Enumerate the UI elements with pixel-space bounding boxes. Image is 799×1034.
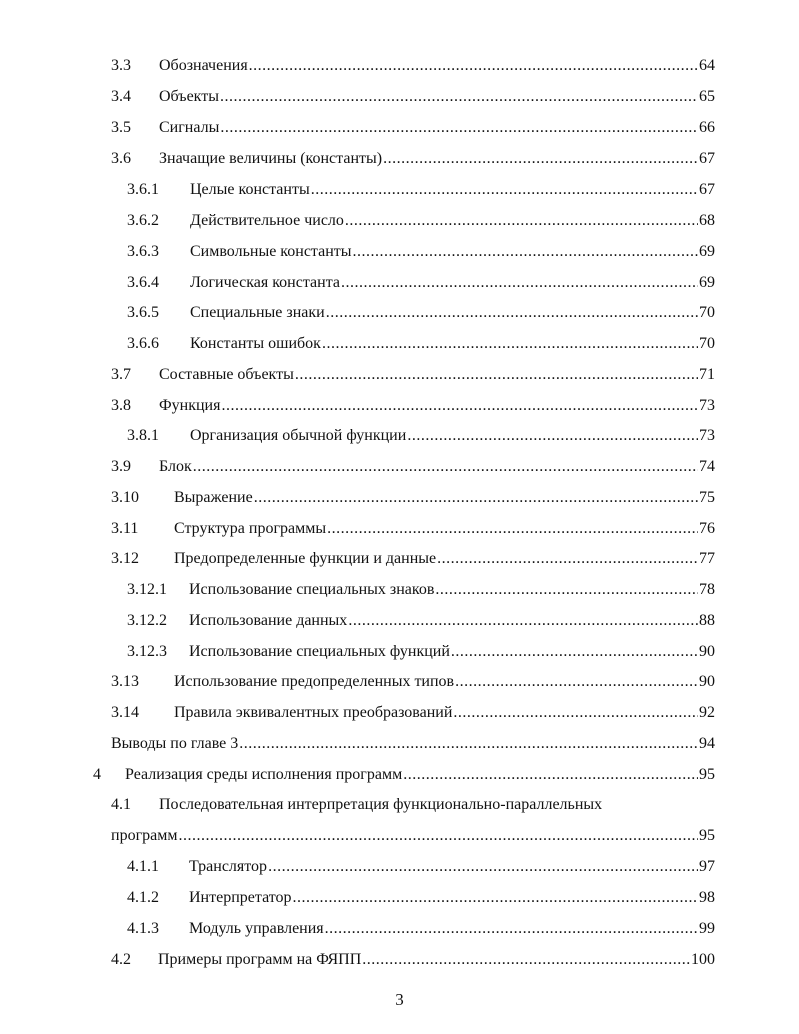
dot-leader (341, 273, 698, 293)
toc-entry-number: 3.5 (111, 119, 131, 136)
toc-entry-number: 3.6.4 (127, 274, 159, 291)
dot-leader (453, 703, 698, 723)
toc-entry (127, 203, 715, 231)
toc-entry-title: Структура программы (174, 520, 327, 537)
toc-entry (127, 418, 715, 446)
toc-entry-page: 88 (699, 612, 715, 629)
dot-leader (268, 857, 698, 877)
toc-entry (127, 880, 715, 908)
toc-entry-number: 3.12.2 (127, 612, 167, 629)
toc-entry-number: 3.11 (111, 520, 139, 537)
dot-leader (221, 396, 698, 416)
toc-entry-page: 69 (699, 243, 715, 260)
toc-entry-number: 3.3 (111, 57, 131, 74)
dot-leader (345, 211, 698, 231)
dot-leader (327, 519, 698, 539)
dot-leader (178, 826, 698, 846)
toc-entry (111, 726, 715, 754)
toc-entry-title: Логическая константа (190, 274, 340, 291)
dot-leader (239, 734, 698, 754)
toc-entry-title: Значащие величины (константы) (159, 150, 383, 167)
toc-entry-number: 3.6.3 (127, 243, 159, 260)
toc-entry-number: 3.9 (111, 458, 131, 475)
toc-entry-page: 92 (699, 704, 715, 721)
toc-entry-page: 90 (699, 673, 715, 690)
toc-entry (93, 757, 715, 785)
toc-entry (111, 695, 715, 723)
toc-entry-title: Специальные знаки (190, 304, 325, 321)
toc-entry-title: Функция (159, 397, 221, 414)
dot-leader (348, 611, 698, 631)
toc-entry-title: Транслятор (189, 858, 268, 875)
toc-entry-title: Целые константы (190, 181, 310, 198)
toc-entry (111, 357, 715, 385)
toc-entry-page: 73 (699, 427, 715, 444)
toc-entry (127, 603, 715, 631)
toc-entry-number: 3.6.2 (127, 212, 159, 229)
toc-entry-number: 3.6.1 (127, 181, 159, 198)
toc-entry (127, 295, 715, 323)
toc-entry (111, 388, 715, 416)
dot-leader (293, 888, 698, 908)
dot-leader (383, 149, 698, 169)
toc-entry-title: Объекты (159, 88, 219, 105)
dot-leader (407, 426, 698, 446)
toc-entry-page: 95 (699, 827, 715, 844)
toc-entry-page: 78 (699, 581, 715, 598)
toc-entry-page: 67 (699, 150, 715, 167)
toc-entry (127, 849, 715, 877)
dot-leader (403, 765, 698, 785)
toc-entry-page: 71 (699, 366, 715, 383)
toc-entry-page: 77 (699, 550, 715, 567)
toc-entry-number: 3.12 (111, 550, 139, 567)
dot-leader (437, 549, 698, 569)
toc-entry-title: Использование специальных знаков (189, 581, 435, 598)
dot-leader (362, 950, 690, 970)
toc-entry (111, 110, 715, 138)
dot-leader (451, 642, 698, 662)
toc-entry-number: 3.6 (111, 150, 131, 167)
toc-entry-title: Константы ошибок (190, 335, 321, 352)
toc-entry-number: 3.10 (111, 489, 139, 506)
toc-entry-title: Последовательная интерпретация функционально-параллельных (159, 796, 603, 813)
toc-entry-title: Предопределенные функции и данные (174, 550, 437, 567)
toc-entry-page: 67 (699, 181, 715, 198)
toc-entry-number: 3.4 (111, 88, 131, 105)
toc-entry-title: Сигналы (159, 119, 220, 136)
toc-entry-page: 90 (699, 643, 715, 660)
toc-entry-page: 73 (699, 397, 715, 414)
dot-leader (353, 242, 698, 262)
toc-entry (127, 265, 715, 293)
toc-entry (127, 911, 715, 939)
toc-entry-page: 64 (699, 57, 715, 74)
toc-entry-page: 74 (699, 458, 715, 475)
toc-entry-title: Обозначения (159, 57, 248, 74)
toc-entry-title: Реализация среды исполнения программ (125, 766, 403, 783)
toc-entry (127, 172, 715, 200)
dot-leader (249, 56, 698, 76)
dot-leader (220, 87, 698, 107)
toc-entry-number: 3.14 (111, 704, 139, 721)
toc-entry (111, 141, 715, 169)
page-number: 3 (395, 990, 404, 1009)
toc-entry-title: Составные объекты (159, 366, 294, 383)
toc-entry-number: 3.13 (111, 673, 139, 690)
toc-entry (111, 79, 715, 107)
toc-entry (111, 449, 715, 477)
toc-entry (127, 634, 715, 662)
toc-entry-wrapped (111, 795, 602, 815)
toc-entry-page: 68 (699, 212, 715, 229)
toc-entry-number: 4.1 (111, 796, 131, 813)
toc-entry-title: Примеры программ на ФЯПП (158, 951, 362, 968)
toc-entry-page: 76 (699, 520, 715, 537)
toc-entry-page: 98 (699, 889, 715, 906)
toc-entry (111, 48, 715, 76)
toc-entry-number: 3.12.1 (127, 581, 167, 598)
toc-entry-page: 69 (699, 274, 715, 291)
toc-entry-page: 95 (699, 766, 715, 783)
toc-entry-title: Использование предопределенных типов (174, 673, 455, 690)
toc-entry-title: Выражение (174, 489, 253, 506)
dot-leader (311, 180, 698, 200)
toc-entry-number: 3.6.5 (127, 304, 159, 321)
toc-entry-number: 4.1.1 (127, 858, 159, 875)
toc-entry-page: 99 (699, 920, 715, 937)
toc-entry-number: 3.8.1 (127, 427, 159, 444)
toc-entry-number: 4 (93, 766, 101, 783)
toc-entry-page: 70 (699, 335, 715, 352)
toc-entry-title: Организация обычной функции (190, 427, 407, 444)
toc-entry-page: 94 (699, 735, 715, 752)
toc-entry (111, 541, 715, 569)
toc-entry-title: Выводы по главе 3 (111, 735, 239, 752)
toc-entry-title: Правила эквивалентных преобразований (174, 704, 453, 721)
toc-entry-number: 3.7 (111, 366, 131, 383)
toc-entry-number: 3.6.6 (127, 335, 159, 352)
toc-entry (127, 234, 715, 262)
dot-leader (295, 365, 698, 385)
toc-entry-page: 66 (699, 119, 715, 136)
dot-leader (326, 303, 698, 323)
dot-leader (254, 488, 698, 508)
dot-leader (455, 672, 698, 692)
toc-entry-page: 97 (699, 858, 715, 875)
toc-entry-page: 100 (691, 951, 715, 968)
toc-entry (111, 664, 715, 692)
dot-leader (325, 919, 698, 939)
toc-entry-page: 65 (699, 88, 715, 105)
toc-entry-title: Использование данных (189, 612, 348, 629)
toc-entry (111, 942, 715, 970)
toc-entry-title: Действительное число (190, 212, 344, 229)
toc-entry-number: 3.12.3 (127, 643, 167, 660)
toc-entry-number: 3.8 (111, 397, 131, 414)
toc-entry (111, 511, 715, 539)
toc-entry-title: Символьные константы (190, 243, 352, 260)
toc-entry-number: 4.1.2 (127, 889, 159, 906)
toc-entry-number: 4.2 (111, 951, 131, 968)
toc-entry-title: Интерпретатор (189, 889, 292, 906)
toc-entry (127, 572, 715, 600)
dot-leader (322, 334, 698, 354)
toc-entry-page: 70 (699, 304, 715, 321)
toc-entry-title: программ (111, 827, 178, 844)
toc-entry-title: Модуль управления (189, 920, 324, 937)
dot-leader (193, 457, 698, 477)
dot-leader (435, 580, 698, 600)
dot-leader (220, 118, 698, 138)
toc-entry-number: 4.1.3 (127, 920, 159, 937)
toc-entry-title: Использование специальных функций (189, 643, 450, 660)
toc-entry-continuation (111, 818, 715, 846)
toc-entry (127, 326, 715, 354)
toc-entry-title: Блок (159, 458, 192, 475)
toc-entry-page: 75 (699, 489, 715, 506)
toc-entry (111, 480, 715, 508)
